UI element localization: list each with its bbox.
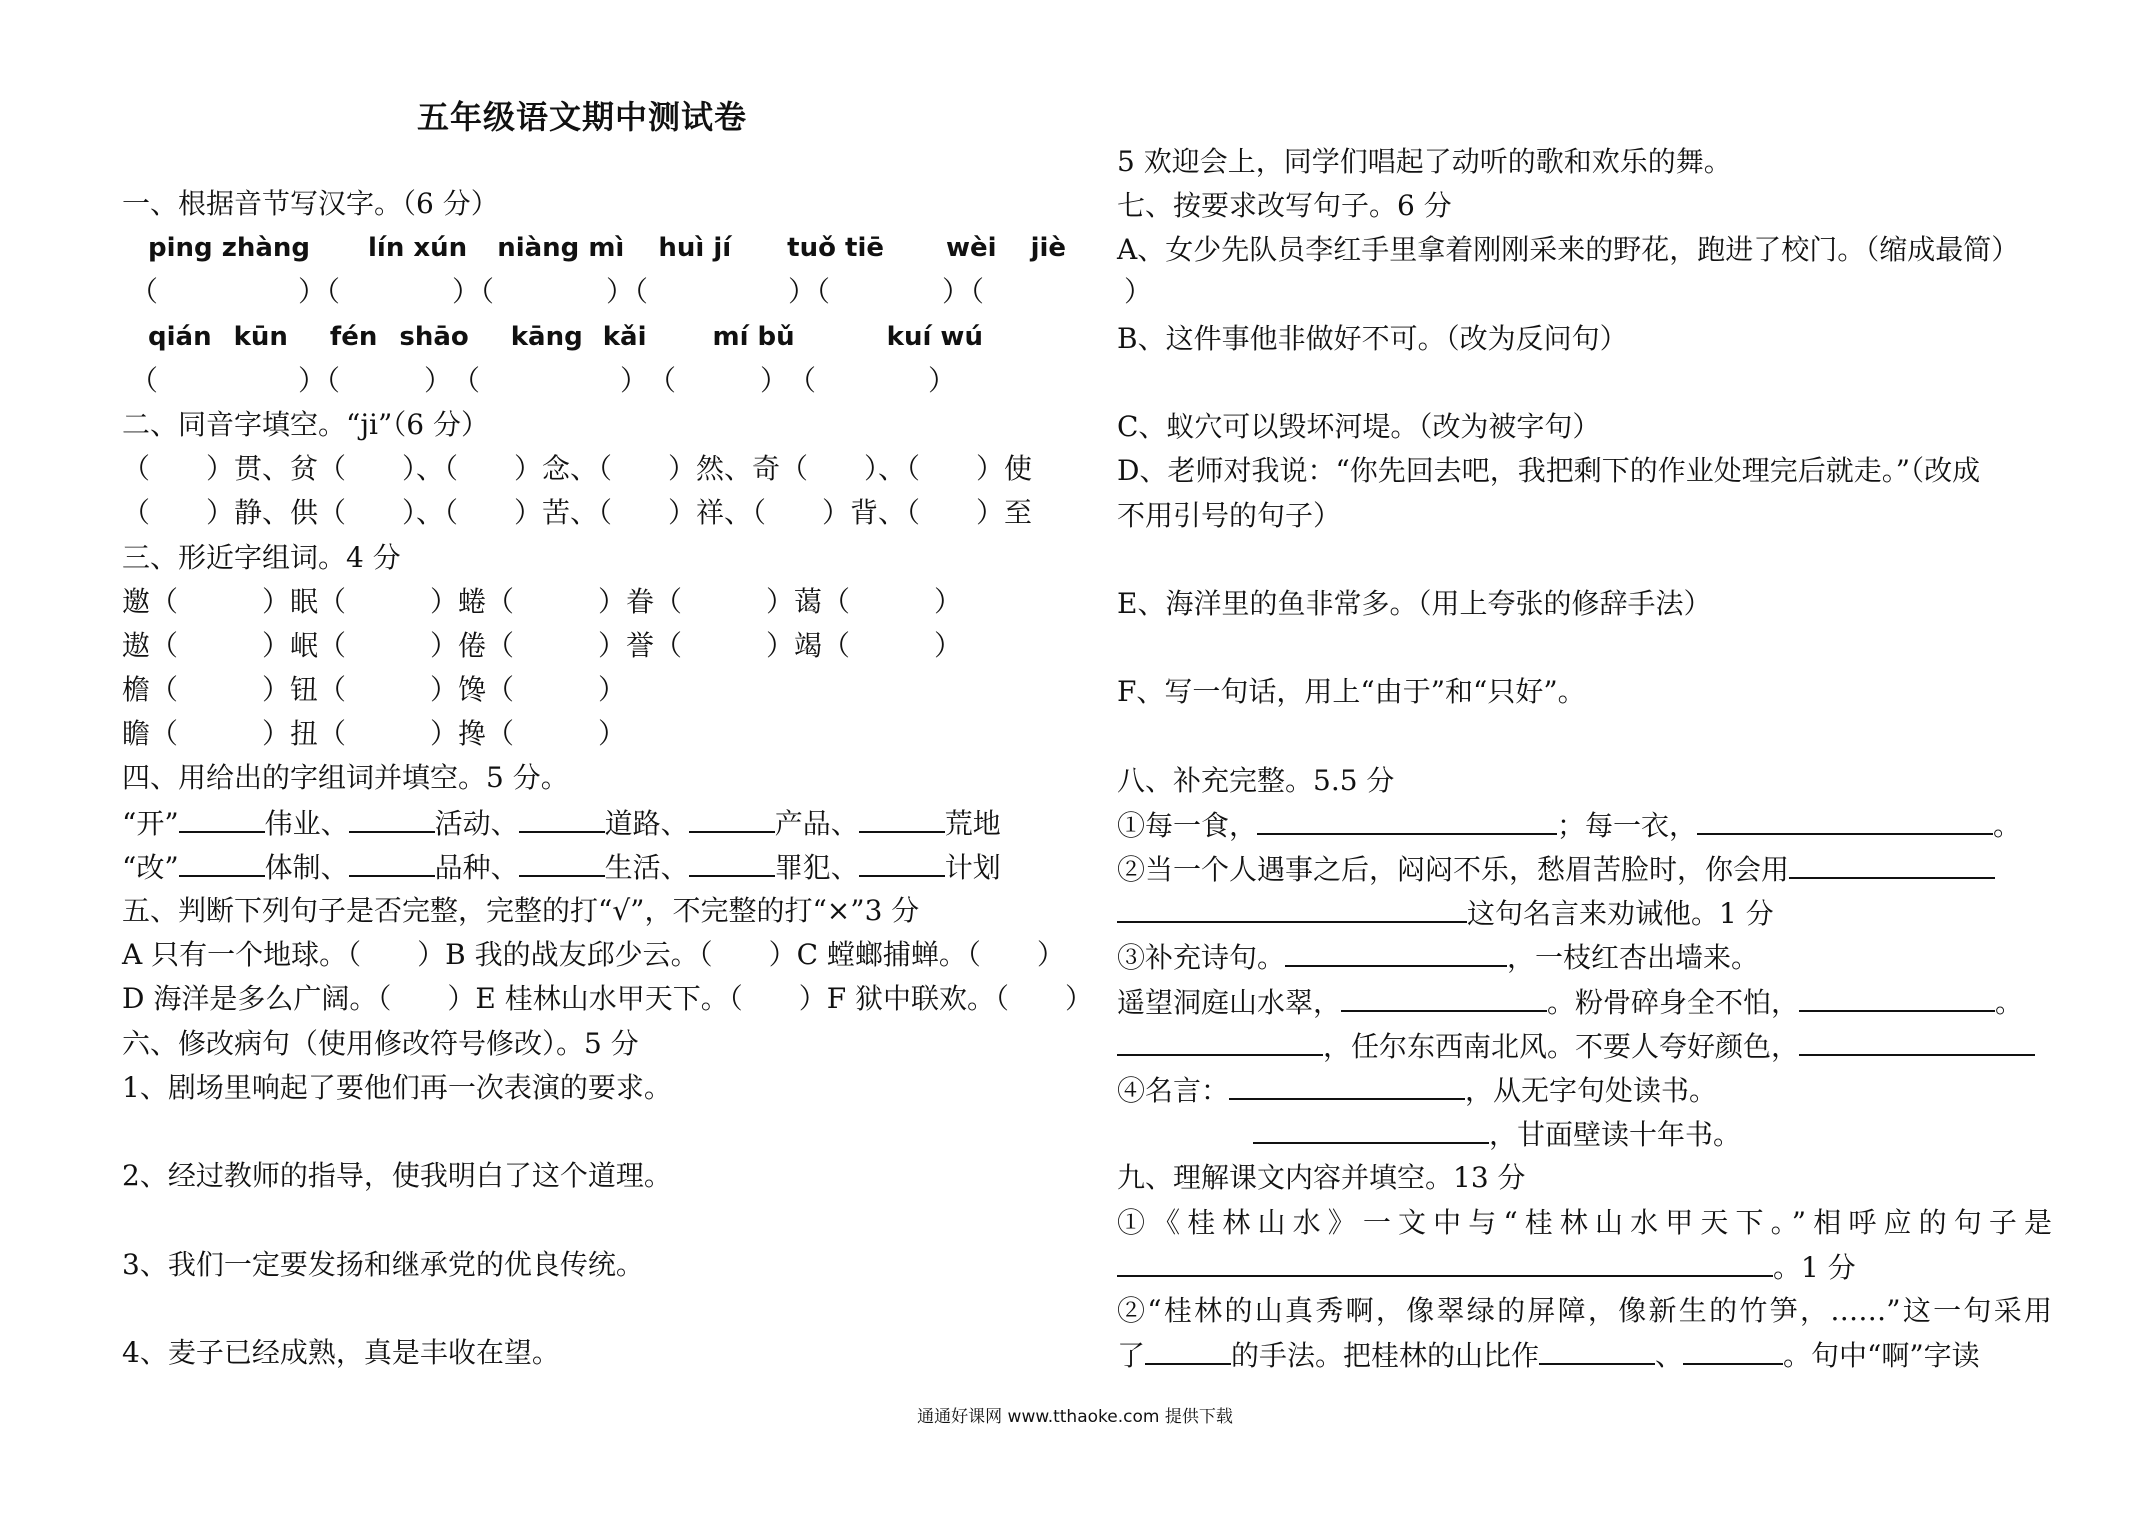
q8-text: ，从无字句处读书。 <box>1465 1073 1718 1107</box>
q4-char-kai: “开” <box>122 806 179 840</box>
q8-text: 。 <box>1995 985 2024 1019</box>
answer-blank[interactable] <box>349 801 435 833</box>
q2-line-2: （ ）静、供（ ）、（ ）苦、（ ）祥、（ ）背、（ ）至 <box>122 496 1033 530</box>
q6-heading: 六、修改病句（使用修改符号修改）。5 分 <box>122 1026 639 1060</box>
answer-blank[interactable] <box>1539 1333 1655 1365</box>
q8-text: ①每一食， <box>1117 808 1258 842</box>
pinyin-item: kuí wú <box>886 321 983 352</box>
q7-d-line-2: 不用引号的句子） <box>1117 498 1342 532</box>
q3-line-3: 檐（ ）钮（ ）馋（ ） <box>122 673 627 707</box>
q4-word: 计划 <box>944 850 1001 884</box>
left-column <box>122 182 1153 1375</box>
q7-d-line-1: D、老师对我说：“你先回去吧，我把剩下的作业处理完后就走。”（改成 <box>1117 454 1981 488</box>
q8-text: ②当一个人遇事之后，闷闷不乐，愁眉苦脸时，你会用 <box>1117 853 1790 886</box>
answer-blank[interactable] <box>1117 1245 1773 1277</box>
q5-line-1: A 只有一个地球。（ ）B 我的战友邱少云。（ ）C 螳螂捕蝉。（ ） <box>122 938 1065 972</box>
q1-heading: 一、根据音节写汉字。（6 分） <box>122 187 499 220</box>
q9-line-1: ①《桂林山水》一文中与“桂林山水甲天下。”相呼应的句子是 <box>1117 1205 2052 1239</box>
q1-brackets-row-1: （ ）（ ）（ ）（ ）（ ）（ ） <box>130 275 1153 309</box>
q7-a: A、女少先队员李红手里拿着刚刚采来的野花，跑进了校门。（缩成最简） <box>1117 233 2020 267</box>
answer-blank[interactable] <box>1145 1333 1231 1365</box>
q8-line-8 <box>1117 1112 2052 1156</box>
q4-word: 伟业、 <box>264 806 349 840</box>
q3-line-4: 瞻（ ）扭（ ）搀（ ） <box>122 717 627 751</box>
q8-line-3 <box>1117 891 2052 935</box>
answer-blank[interactable] <box>1285 935 1507 967</box>
q4-word: 品种、 <box>434 850 519 884</box>
q8-text: 遥望洞庭山水翠， <box>1117 985 1342 1019</box>
pinyin-item: kǎi <box>602 321 647 352</box>
answer-blank[interactable] <box>1683 1333 1783 1365</box>
q9-heading: 九、理解课文内容并填空。13 分 <box>1117 1161 1526 1195</box>
q7-heading: 七、按要求改写句子。6 分 <box>1117 189 1452 223</box>
answer-blank[interactable] <box>1229 1068 1465 1100</box>
pinyin-item: lín xún <box>368 233 468 264</box>
q8-line-1 <box>1117 803 2052 847</box>
answer-blank[interactable] <box>1789 847 1995 879</box>
q7-e: E、海洋里的鱼非常多。（用上夸张的修辞手法） <box>1117 586 1712 620</box>
q1-brackets-row-2: （ ）（ ） （ ） （ ） （ ） <box>130 363 957 397</box>
pinyin-item: shāo <box>399 321 469 352</box>
pinyin-item: qián <box>148 321 212 352</box>
pinyin-item: niàng mì <box>497 233 625 264</box>
answer-blank[interactable] <box>519 801 605 833</box>
q6-sentence-5: 5 欢迎会上，同学们唱起了动听的歌和欢乐的舞。 <box>1117 145 1732 178</box>
answer-blank[interactable] <box>349 845 435 877</box>
pinyin-item: jiè <box>1030 233 1067 264</box>
q2-heading: 二、同音字填空。“ji”（6 分） <box>122 407 489 441</box>
pinyin-item: mí bǔ <box>712 321 795 352</box>
q1-pinyin-row-1 <box>122 226 1067 270</box>
q8-line-5 <box>1117 980 2052 1024</box>
q4-kai-row <box>122 801 1062 845</box>
q8-text: ④名言： <box>1117 1073 1230 1107</box>
q8-line-2 <box>1117 847 2052 891</box>
q4-gai-row <box>122 845 1062 889</box>
q8-line-7 <box>1117 1068 2052 1112</box>
answer-blank[interactable] <box>179 845 265 877</box>
q4-word: 道路、 <box>604 806 689 840</box>
q4-char-gai: “改” <box>122 850 179 884</box>
q3-heading: 三、形近字组词。4 分 <box>122 540 401 574</box>
right-column <box>1117 140 2052 1377</box>
q9-line-2 <box>1117 1245 2052 1289</box>
q8-text: ，甘面壁读十年书。 <box>1489 1118 1742 1152</box>
q9-text: 。1 分 <box>1773 1250 1856 1284</box>
q5-line-2: D 海洋是多么广阔。（ ）E 桂林山水甲天下。（ ）F 狱中联欢。（ ） <box>122 982 1094 1016</box>
answer-blank[interactable] <box>1257 803 1557 835</box>
q3-line-2: 遨（ ）岷（ ）倦（ ）誉（ ）竭（ ） <box>122 628 963 662</box>
q5-heading: 五、判断下列句子是否完整，完整的打“√”，不完整的打“×”3 分 <box>122 894 920 927</box>
pinyin-item: tuǒ tiē <box>787 233 884 264</box>
q9-text: 的手法。把桂林的山比作 <box>1231 1339 1540 1373</box>
q6-sentence-1: 1、剧场里响起了要他们再一次表演的要求。 <box>122 1070 672 1104</box>
q7-f: F、写一句话，用上“由于”和“只好”。 <box>1117 675 1586 709</box>
q9-text: 了 <box>1117 1339 1146 1373</box>
q4-word: 体制、 <box>264 850 349 884</box>
q1-pinyin-row-2 <box>122 315 1062 359</box>
q8-text: 。粉骨碎身全不怕， <box>1547 985 1800 1019</box>
q8-line-4 <box>1117 935 2052 979</box>
pinyin-item: huì jí <box>658 233 732 264</box>
answer-blank[interactable] <box>1117 891 1467 923</box>
answer-blank[interactable] <box>1253 1112 1489 1144</box>
footer-credit: 通通好课网 www.tthaoke.com 提供下载 <box>917 1407 1233 1427</box>
q6-sentence-3: 3、我们一定要发扬和继承党的优良传统。 <box>122 1247 644 1281</box>
answer-blank[interactable] <box>1341 980 1547 1012</box>
q3-line-1: 邀（ ）眠（ ）蜷（ ）眷（ ）蔼（ ） <box>122 584 963 618</box>
q4-word: 活动、 <box>434 806 519 840</box>
pinyin-item: wèi <box>946 233 997 264</box>
q8-text: ，任尔东西南北风。不要人夸好颜色， <box>1323 1029 1800 1063</box>
page-title: 五年级语文期中测试卷 <box>417 98 748 136</box>
pinyin-item: ping zhàng <box>148 233 311 264</box>
q8-text: ③补充诗句。 <box>1117 941 1286 975</box>
q6-sentence-2: 2、经过教师的指导，使我明白了这个道理。 <box>122 1159 672 1193</box>
answer-blank[interactable] <box>1117 1024 1323 1056</box>
q4-word: 生活、 <box>604 850 689 884</box>
q4-heading: 四、用给出的字组词并填空。5 分。 <box>122 761 569 795</box>
answer-blank[interactable] <box>1799 1024 2035 1056</box>
q9-line-4 <box>1117 1333 2052 1377</box>
q4-word: 荒地 <box>944 806 1001 840</box>
answer-blank[interactable] <box>1697 803 1993 835</box>
q2-line-1: （ ）贯、贫（ ）、（ ）念、（ ）然、奇（ ）、（ ）使 <box>122 452 1033 486</box>
q8-text: ；每一衣， <box>1557 808 1698 842</box>
q7-b: B、这件事他非做好不可。（改为反问句） <box>1117 321 1628 355</box>
q6-sentence-4: 4、麦子已经成熟，真是丰收在望。 <box>122 1335 560 1369</box>
q8-text: 这句名言来劝诫他。1 分 <box>1467 897 1774 931</box>
answer-blank[interactable] <box>859 801 945 833</box>
q8-text: 。 <box>1993 808 2022 842</box>
q8-line-6 <box>1117 1024 2052 1068</box>
q8-text: ，一枝红杏出墙来。 <box>1507 941 1760 975</box>
q9-line-3: ②“桂林的山真秀啊，像翠绿的屏障，像新生的竹笋，……”这一句采用 <box>1117 1293 2052 1327</box>
answer-blank[interactable] <box>1799 980 1995 1012</box>
answer-blank[interactable] <box>179 801 265 833</box>
pinyin-item: kūn <box>233 321 288 352</box>
answer-blank[interactable] <box>689 845 775 877</box>
answer-blank[interactable] <box>519 845 605 877</box>
q4-word: 产品、 <box>774 806 859 840</box>
q8-heading: 八、补充完整。5.5 分 <box>1117 763 1395 797</box>
q9-text: 。句中“啊”字读 <box>1783 1339 1980 1373</box>
pinyin-item: kāng <box>510 321 583 352</box>
answer-blank[interactable] <box>689 801 775 833</box>
q7-c: C、蚁穴可以毁坏河堤。（改为被字句） <box>1117 410 1601 444</box>
answer-blank[interactable] <box>859 845 945 877</box>
q4-word: 罪犯、 <box>774 850 859 884</box>
pinyin-item: fén <box>329 321 378 352</box>
q9-text: 、 <box>1655 1339 1684 1373</box>
